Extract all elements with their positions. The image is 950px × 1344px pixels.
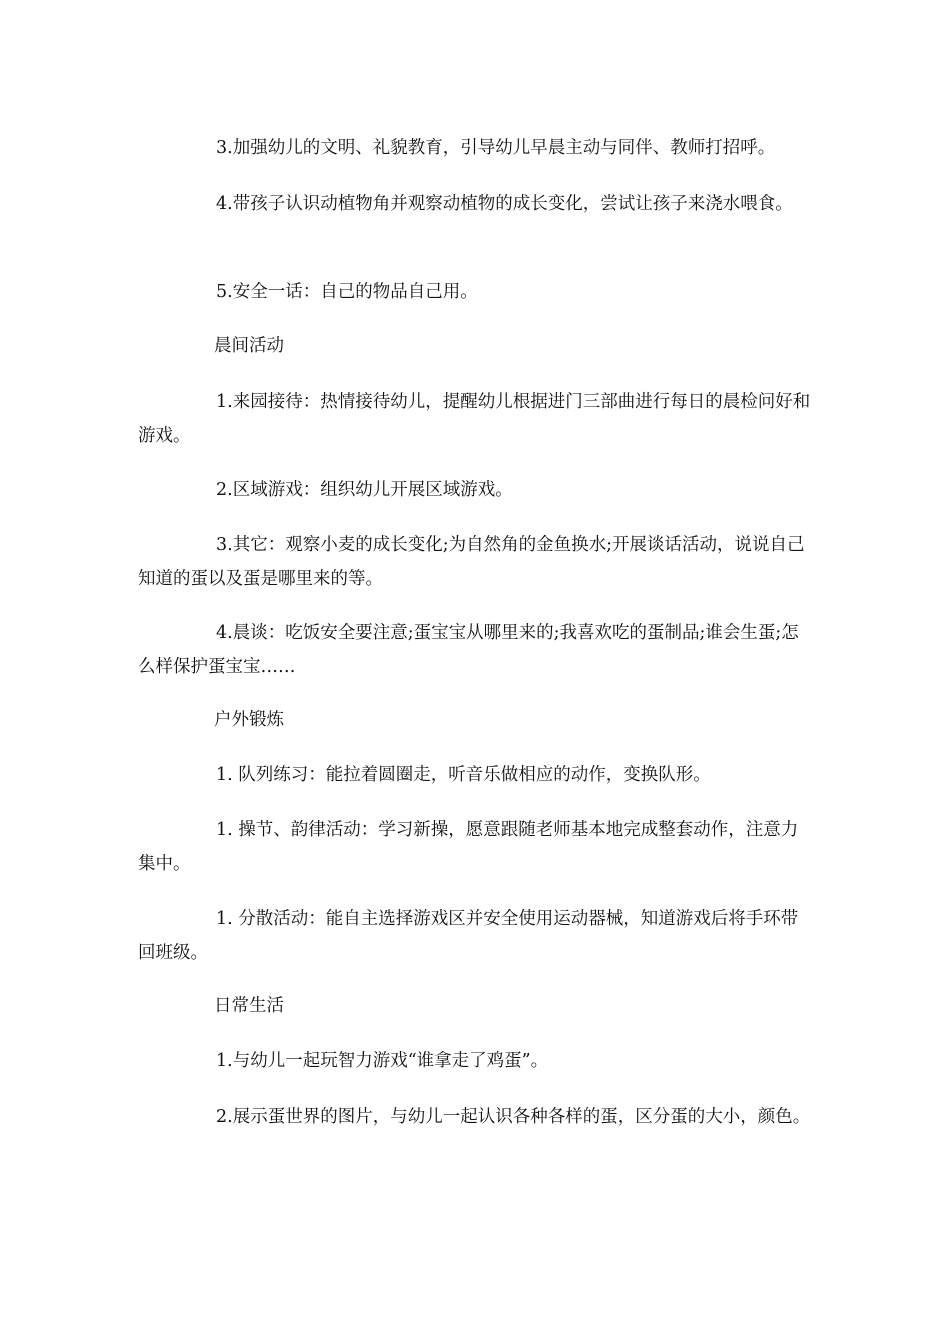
paragraph-area-games: 2.区域游戏：组织幼儿开展区域游戏。 [216,480,513,500]
paragraph-egg-world-pictures: 2.展示蛋世界的图片，与幼儿一起认识各种各样的蛋，区分蛋的大小，颜色。 [216,1107,811,1127]
paragraph-rhythm-activity: 1. 操节、韵律活动：学习新操，愿意跟随老师基本地完成整套动作，注意力集中。 [138,820,799,874]
paragraph-morning-talk: 4.晨谈：吃饭安全要注意;蛋宝宝从哪里来的;我喜欢吃的蛋制品;谁会生蛋;怎么样保护蛋宝宝…… [138,623,799,677]
heading-morning-activities: 晨间活动 [214,336,284,356]
paragraph-safety-tip: 5.安全一话：自己的物品自己用。 [216,282,478,302]
heading-daily-life: 日常生活 [214,996,284,1016]
paragraph-politeness-education: 3.加强幼儿的文明、礼貌教育，引导幼儿早晨主动与同伴、教师打招呼。 [216,138,776,158]
paragraph-plant-animal-corner: 4.带孩子认识动植物角并观察动植物的成长变化，尝试让孩子来浇水喂食。 [216,194,793,214]
heading-outdoor-exercise: 户外锻炼 [214,710,284,730]
paragraph-free-activity: 1. 分散活动：能自主选择游戏区并安全使用运动器械，知道游戏后将手环带回班级。 [138,909,799,963]
paragraph-arrival-reception: 1.来园接待：热情接待幼儿，提醒幼儿根据进门三部曲进行每日的晨检问好和游戏。 [138,392,811,446]
paragraph-puzzle-game: 1.与幼儿一起玩智力游戏“谁拿走了鸡蛋”。 [216,1051,549,1071]
paragraph-queue-practice: 1. 队列练习：能拉着圆圈走，听音乐做相应的动作，变换队形。 [216,765,711,785]
paragraph-other-observations: 3.其它：观察小麦的成长变化;为自然角的金鱼换水;开展谈话活动，说说自己知道的蛋以及蛋是哪里来的等。 [138,535,805,589]
